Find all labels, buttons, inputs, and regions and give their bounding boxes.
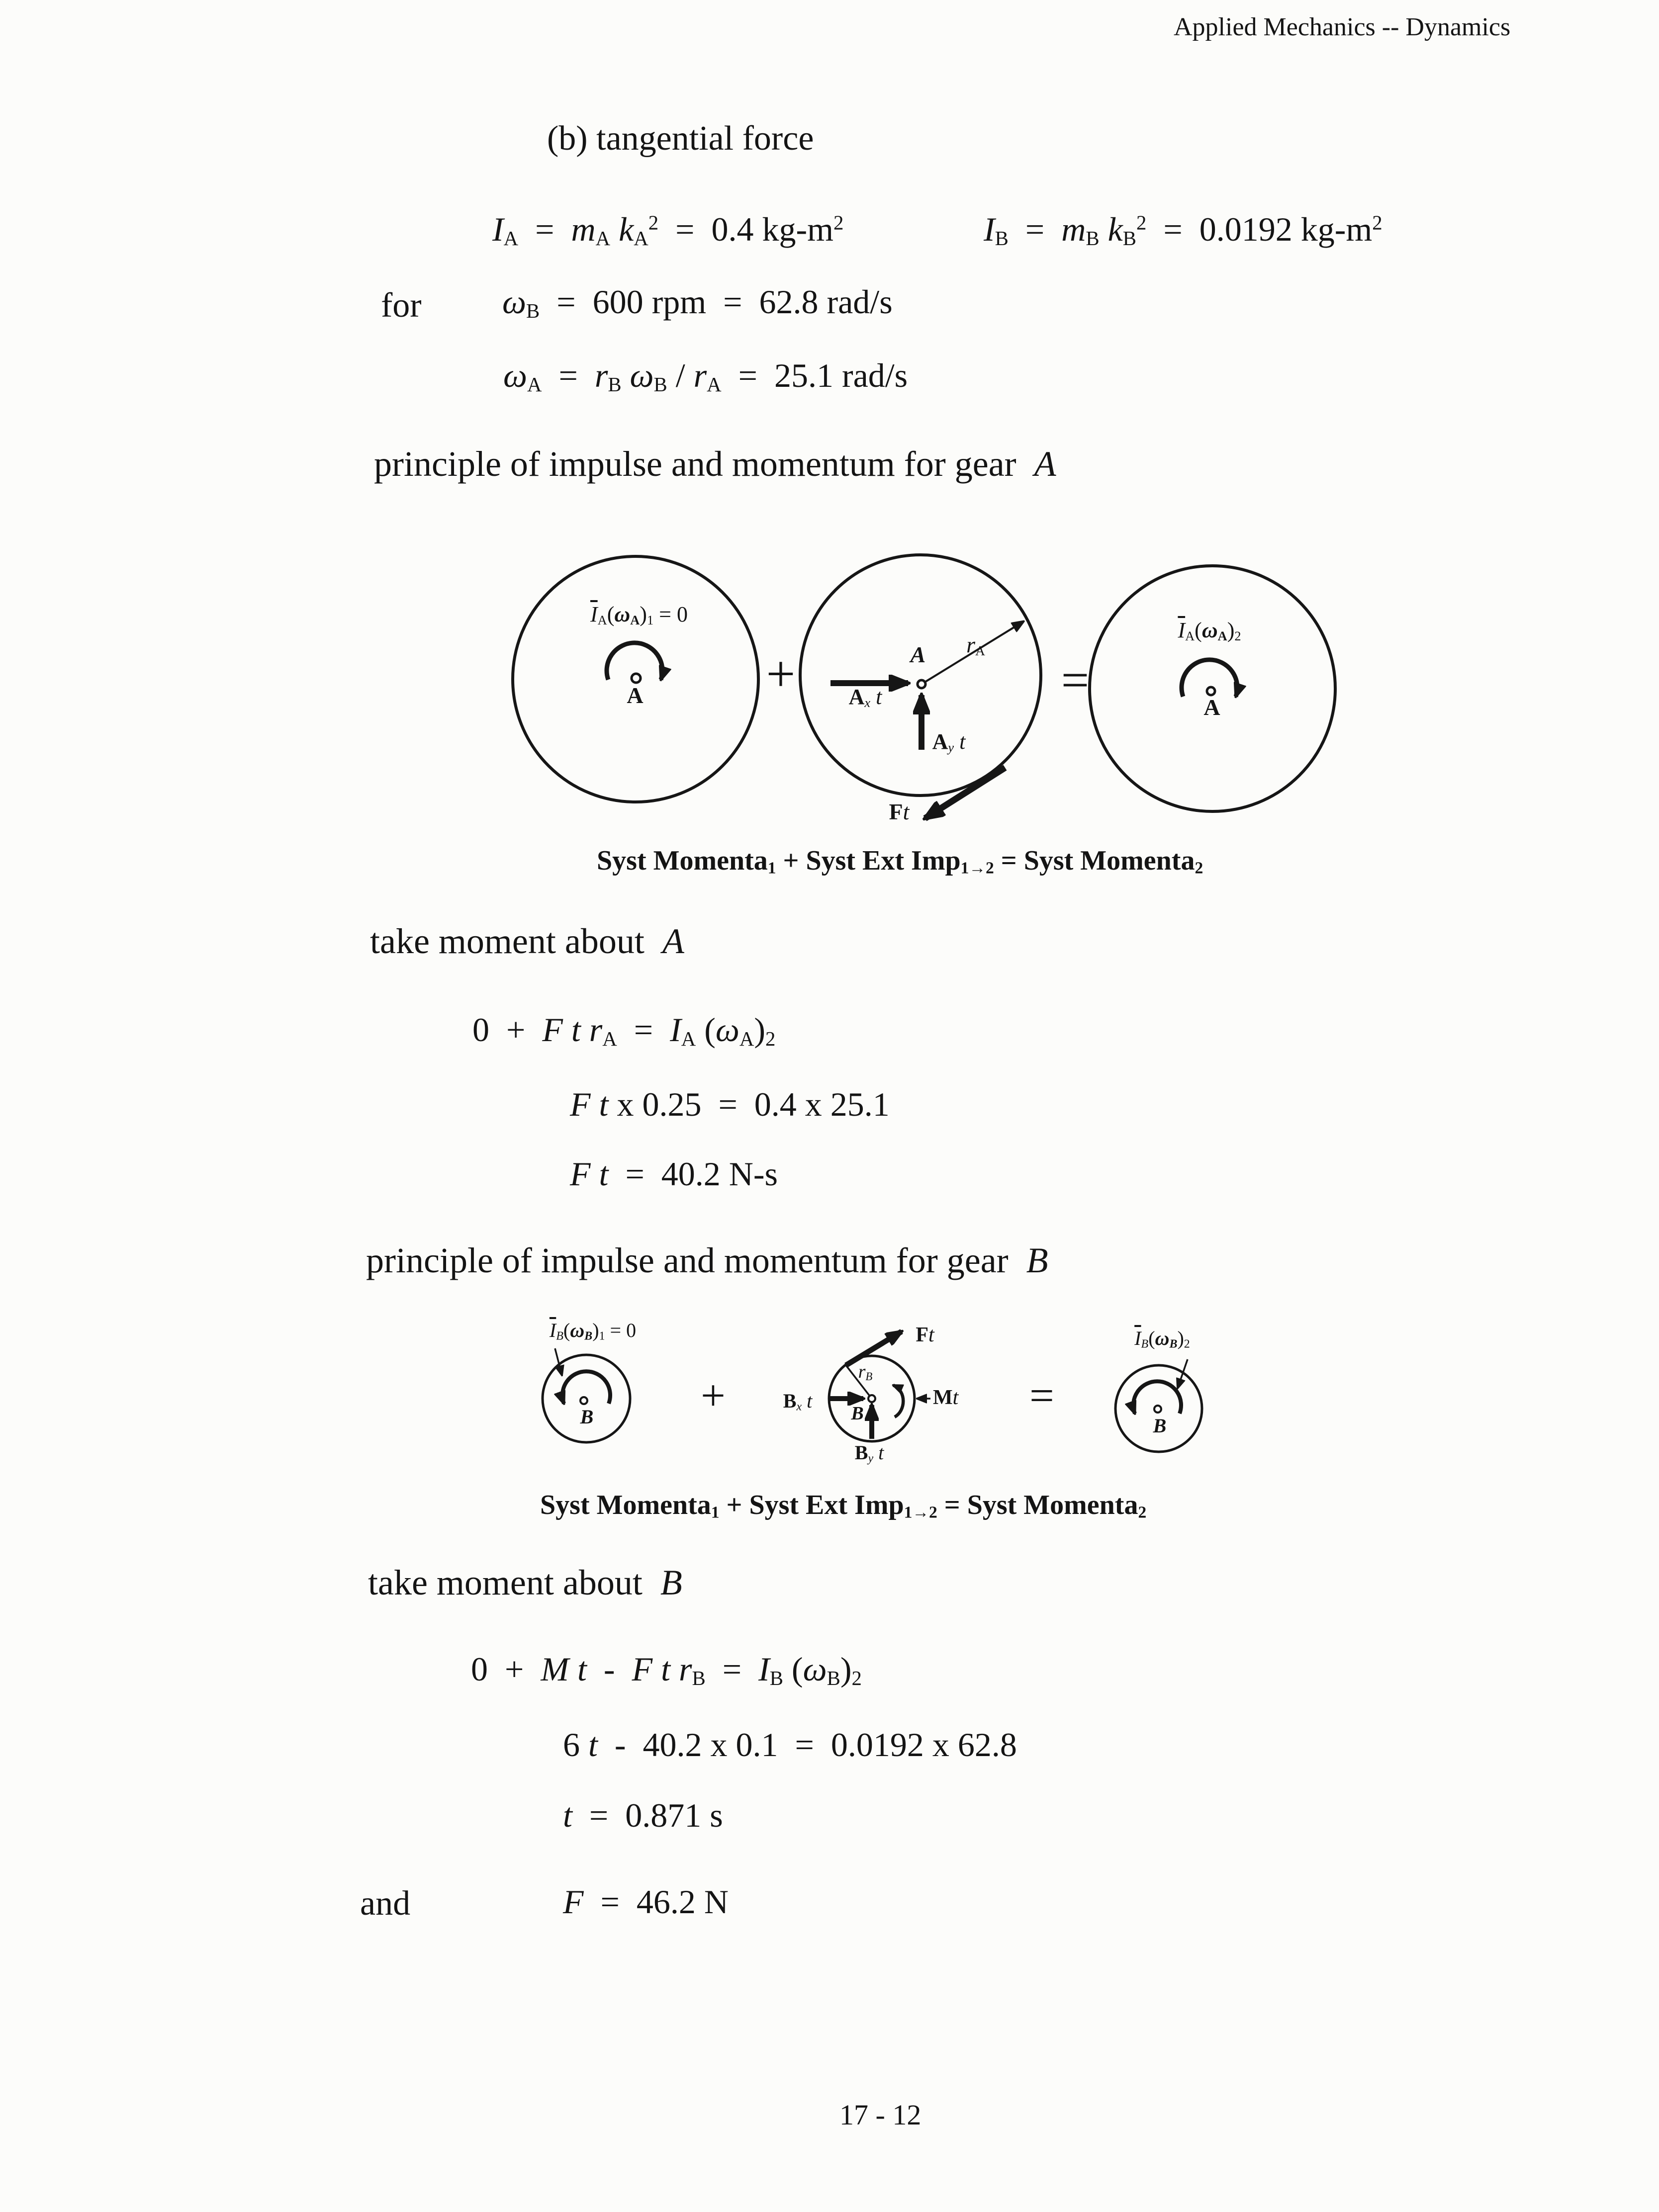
heading-take-moment-b: take moment about B <box>368 1563 682 1602</box>
gear-a-momentum-diagram <box>487 537 1343 835</box>
equation-inertia-a: IA = mA $kA^2 = 0.4$ $kg-m^2$ <box>492 210 844 250</box>
mt-impulse-label: Mt <box>933 1386 959 1409</box>
ay-impulse-label: Ay t <box>932 729 966 755</box>
heading-impulse-momentum-gear-a: principle of impulse and momentum for gear A <box>374 444 1056 484</box>
moment-arc-icon <box>893 1385 903 1417</box>
plus-sign: + <box>766 645 796 703</box>
gear-a-final-momentum-label: $\overline{I}A(\omega A)2$ <box>1178 618 1241 643</box>
heading-take-moment-a: take moment about A <box>370 921 684 961</box>
page-number: 17 - 12 <box>839 2099 922 2131</box>
center-point-a2 <box>918 680 925 688</box>
gear-b-center-label: B <box>851 1403 864 1424</box>
gear-a-center-label: A <box>627 683 644 708</box>
gear-b-final-momentum-label: $\overline{I}B(\omega B)2$ <box>1134 1327 1190 1351</box>
gear-a-impulse-circle <box>800 555 1041 796</box>
equals-sign: = <box>1029 1372 1054 1420</box>
word-for: for <box>381 286 422 325</box>
center-point-b2 <box>868 1395 875 1402</box>
ax-impulse-label: Ax t <box>848 685 882 710</box>
heading-impulse-momentum-gear-b: principle of impulse and momentum for gear B <box>366 1240 1048 1280</box>
equation-ft-calc: F t x 0.25 = 0.4 x 25.1 <box>570 1085 890 1123</box>
radius-rb-label: rB <box>858 1361 873 1383</box>
center-point-a3 <box>1207 687 1215 695</box>
momentum-equation-caption: Syst Momenta1 + Syst Ext Imp1→2 = Syst Momenta2 <box>540 1490 1147 1522</box>
gear-b-center-label: B <box>580 1406 594 1428</box>
radius-ra-label: rA <box>966 632 985 659</box>
momentum-equation-caption: Syst Momenta1 + Syst Ext Imp1→2 = Syst Momenta2 <box>597 845 1203 878</box>
section-title: (b) tangential force <box>547 119 814 158</box>
equation-ft-result: F t = 40.2 N-s <box>570 1155 778 1193</box>
word-and: and <box>360 1884 411 1923</box>
page-header: Applied Mechanics -- Dynamics <box>1174 13 1511 41</box>
gear-a-diagram-canvas <box>487 537 1343 835</box>
ft-impulse-label: Ft <box>916 1324 934 1346</box>
equation-t-result: t = 0.871 s <box>563 1796 723 1834</box>
center-point-b1 <box>580 1397 587 1404</box>
gear-a-initial-momentum-label: $\overline{I}A(\omega A)1 = 0$ <box>590 602 688 627</box>
equation-omega-b: ωB = 600 rpm = 62.8 rad/s <box>502 283 893 322</box>
gear-b-momentum-diagram <box>507 1293 1213 1502</box>
equation-t-calc: 6 t - 40.2 x 0.1 = 0.0192 x 62.8 <box>563 1726 1017 1764</box>
by-impulse-label: By t <box>854 1441 884 1465</box>
bx-impulse-label: Bx t <box>783 1390 813 1414</box>
gear-b-center-label: B <box>1153 1415 1167 1437</box>
center-point-b3 <box>1154 1406 1161 1413</box>
equals-sign: = <box>1061 652 1090 708</box>
equation-moment-b: 0 + M t - F t rB = IB (ωB)2 <box>471 1650 862 1689</box>
center-point-a1 <box>632 674 641 683</box>
gear-a-center-label: A <box>1203 695 1220 720</box>
equation-moment-a: 0 + F t rA = IA (ωA)2 <box>472 1011 776 1050</box>
equation-f-result: F = 46.2 N <box>563 1883 729 1921</box>
gear-a-center-label: A <box>910 642 926 667</box>
plus-sign: + <box>701 1372 726 1420</box>
equation-inertia-b: IB = mB $kB^2 = 0.0192$ $kg-m^2$ <box>984 210 1382 250</box>
ft-impulse-label: Ft <box>889 799 910 824</box>
gear-b-initial-momentum-label: $\overline{I}B(\omega B)1 = 0$ <box>549 1319 637 1343</box>
equation-omega-a: ωA = rB ωB / rA = 25.1 rad/s <box>503 356 908 396</box>
